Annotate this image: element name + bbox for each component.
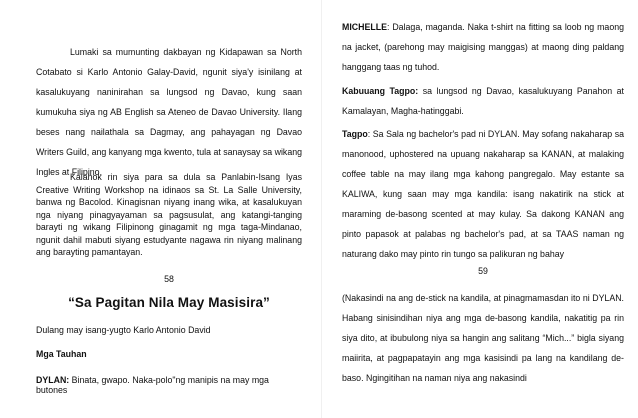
character-dylan-label: DYLAN: xyxy=(36,375,70,385)
scene-setting xyxy=(342,124,624,264)
character-michelle xyxy=(342,17,624,77)
character-dylan xyxy=(36,375,302,395)
cast-heading: Mga Tauhan xyxy=(36,349,87,359)
author-bio-paragraph-2: Kalahok rin siya para sa dula sa Panlabin-Isang Iyas Creative Writing Workshop na idinaos sa St. La Salle University, banwa ng Bacolod. Kinagisnan niyang inang wika, at kasalukuyan nga niyang pinagyayaman sa pagsusulat, ang katangi-tanging barayti ng wikang Filipinong ginagamit ng mga taga-Mindanao, ngunit dahil mabuti siyang estudyante nagawa rin niyang malinang ang barayting pamantayan. xyxy=(36,172,302,257)
character-dylan-description: Binata, gwapo. Naka-polo"ng manipis na may mga butones xyxy=(36,375,269,395)
author-bio-paragraph-1: Lumaki sa mumunting dakbayan ng Kidapawan sa North Cotabato si Karlo Antonio Galay-David, ngunit siya'y isinilang at kasalukuyang naninirahan sa lungsod ng Davao, kung saan kumukuha siya ng AB English sa Ateneo de Davao University. Ilang beses nang nailathala sa Dagmay, ang pahayagan ng Davao Writers Guild, ang kanyang mga kwento, tula at sanaysay sa wikang Ingles at Filipino. xyxy=(36,47,302,177)
stage-direction: (Nakasindi na ang de-stick na kandila, at pinagmamasdan ito ni DYLAN. Habang sinisindihan niya ang mga de-basong kandila, nakatitig pa rin siya dito, at ibubulong niya sa hangin ang salitang “Mich...” bigla siyang maiirita, at pagpapatayin ang mga kasisindi pa lang na kandilang de-baso. Ngingitihan na naman niya ang nakasindi xyxy=(342,293,624,383)
page-number-right: 59 xyxy=(478,266,488,276)
play-byline: Dulang may isang-yugto Karlo Antonio David xyxy=(36,325,211,335)
overall-setting-label: Kabuuang Tagpo: xyxy=(342,86,419,96)
right-page xyxy=(322,0,638,418)
overall-setting xyxy=(342,81,624,121)
character-michelle-label: MICHELLE xyxy=(342,22,387,32)
overall-setting-text: sa lungsod ng Davao, kasalukuyang Panahon at Kamalayan, Magha-hatinggabi. xyxy=(342,86,624,116)
character-michelle-description: : Dalaga, maganda. Naka t-shirt na fitting sa loob ng maong na jacket, (parehong may maigising manggas) at maong ding paldang hanggang taas ng tuhod. xyxy=(342,22,624,72)
play-title: “Sa Pagitan Nila May Masisira” xyxy=(68,295,270,310)
scene-setting-label: Tagpo xyxy=(342,129,368,139)
scene-setting-text: : Sa Sala ng bachelor's pad ni DYLAN. May sofang nakaharap sa manonood, uphostered na upuang nakaharap sa KANAN, at malaking coffee table na may ilang mga kahong pangregalo. May estante sa KALIWA, kung saan may mga kandila: isang nakatirik na stick at maraming de-basong scented at may kulay. Sa dakong KANAN ang pinto papasok at palabas ng bachelor's pad, at sa TAAS naman ng naturang dako may pinto rin tungo sa palikuran ng bahay xyxy=(342,129,624,259)
page-number-left: 58 xyxy=(164,274,174,284)
